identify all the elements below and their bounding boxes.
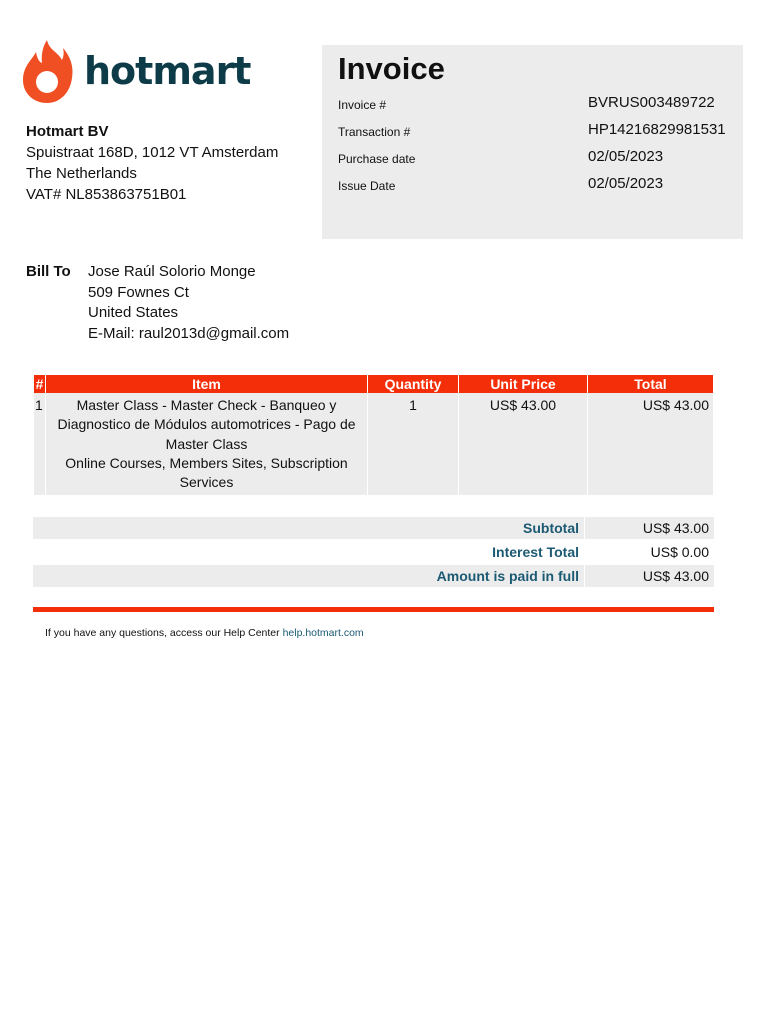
customer-name: Jose Raúl Solorio Monge [88,263,256,280]
transaction-value: HP14216829981531 [588,121,726,138]
brand-wordmark: hotmart [84,49,251,93]
customer-email: E-Mail: raul2013d@gmail.com [88,325,290,343]
paid-row [33,565,714,589]
header-unit-price: Unit Price [459,375,587,393]
invoice-number-value: BVRUS003489722 [588,94,715,111]
row-quantity: 1 [368,393,458,495]
header-item: Item [46,375,367,393]
paid-value: US$ 43.00 [585,565,714,587]
totals-section [33,517,714,589]
help-text: If you have any questions, access our Help Center [45,627,280,639]
interest-label: Interest Total [492,544,579,560]
subtotal-value: US$ 43.00 [585,517,714,539]
interest-row [33,541,714,565]
row-unit-price: US$ 43.00 [459,393,587,495]
invoice-title: Invoice [338,51,445,86]
company-country: The Netherlands [26,165,137,182]
item-category: Online Courses, Members Sites, Subscription Services [65,454,348,491]
items-table [33,375,714,495]
purchase-date-value: 02/05/2023 [588,148,664,165]
item-name: Master Class - Master Check - Banqueo y Diagnostico de Módulos automotrices - Pago de Master Class [57,397,356,452]
bill-to-label: Bill To [26,263,71,280]
paid-label: Amount is paid in full [33,565,584,587]
subtotal-label: Subtotal [33,517,584,539]
invoice-number-row [338,94,738,118]
invoice-details-panel [322,45,743,239]
header-num: # [35,376,44,392]
interest-value: US$ 0.00 [650,544,709,560]
purchase-date-label: Purchase date [338,152,416,166]
help-footer [45,627,364,639]
header-total: Total [588,375,713,393]
issue-date-label: Issue Date [338,179,396,193]
company-info [26,121,278,205]
help-center-link[interactable]: help.hotmart.com [282,627,364,639]
header-quantity: Quantity [368,375,458,393]
purchase-date-row [338,148,738,172]
company-name: Hotmart BV [26,123,109,140]
customer-street: 509 Fownes Ct [88,283,189,301]
footer-divider [33,607,714,612]
issue-date-value: 02/05/2023 [588,175,664,192]
items-header-row [34,375,713,393]
transaction-label: Transaction # [338,125,411,139]
subtotal-row [33,517,714,541]
invoice-number-label: Invoice # [338,98,387,112]
table-row [34,393,713,495]
company-vat: VAT# NL853863751B01 [26,186,187,203]
row-total: US$ 43.00 [588,393,713,495]
company-address: Spuistraat 168D, 1012 VT Amsterdam [26,144,279,161]
issue-date-row [338,175,738,199]
row-num: 1 [34,393,45,495]
row-item [46,393,367,495]
transaction-row [338,121,738,145]
customer-country: United States [88,304,179,322]
